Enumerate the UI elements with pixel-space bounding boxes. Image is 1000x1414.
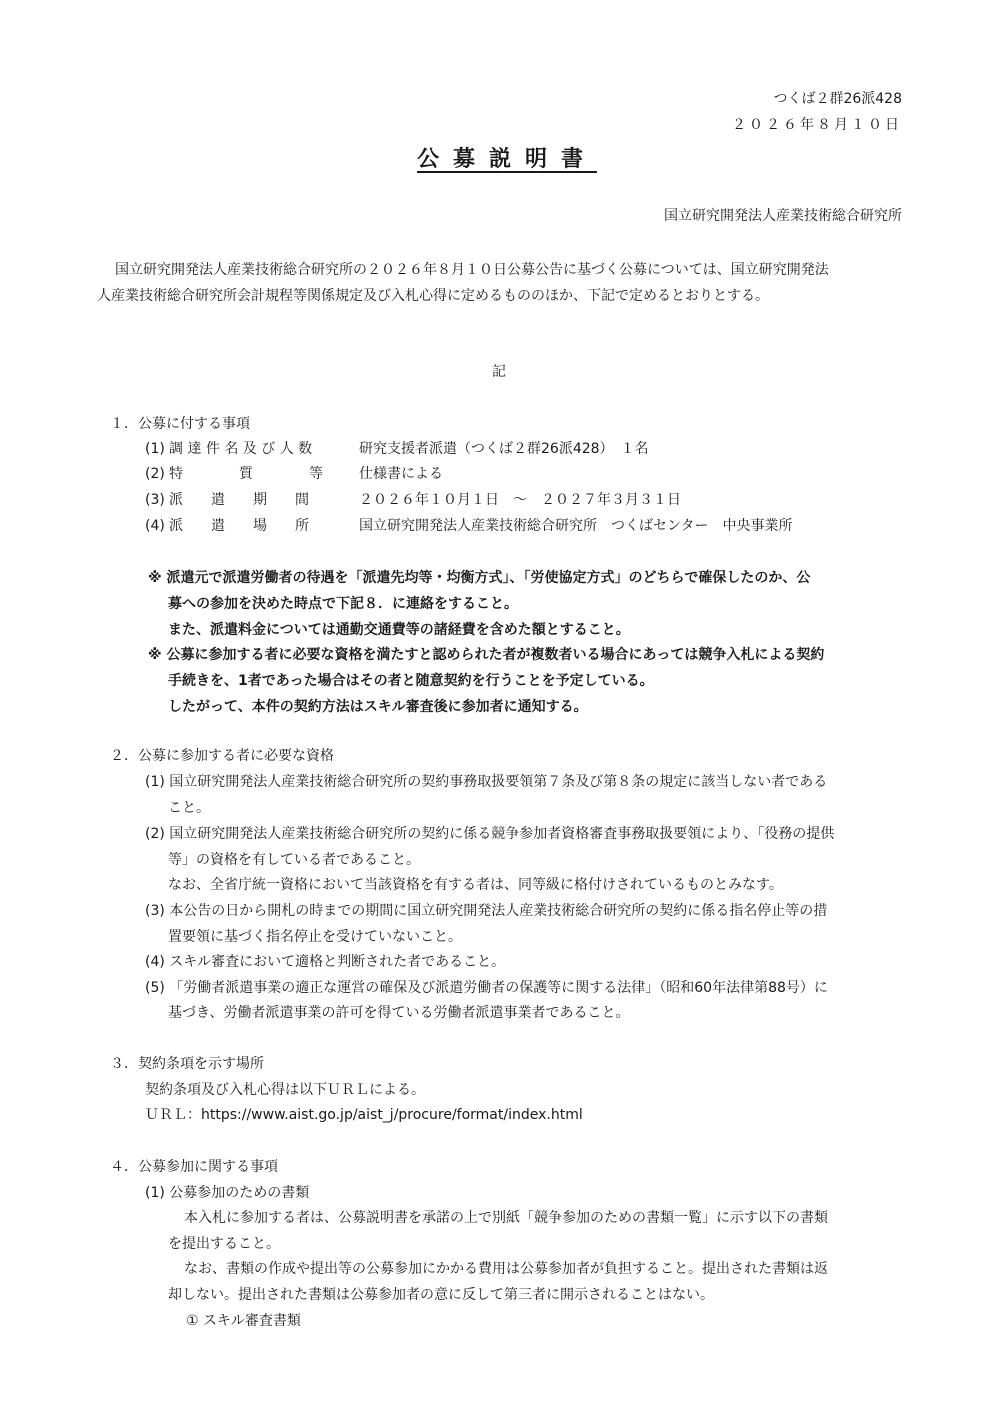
organization-name: 国立研究開発法人産業技術総合研究所: [664, 208, 902, 224]
s1-note-6: したがって、本件の契約方法はスキル審査後に参加者に通知する。: [168, 699, 588, 715]
item-value: 研究支援者派遣（つくば２群26派428） １名: [359, 441, 649, 457]
item-number: (4): [145, 518, 165, 534]
procure-url-link[interactable]: https://www.aist.go.jp/aist_j/procure/format/index.html: [201, 1107, 583, 1123]
s2-line-1: (1) 国立研究開発法人産業技術総合研究所の契約事務取扱要領第７条及び第８条の規定に該当しない者である: [145, 774, 828, 790]
s4-line-1: 本入札に参加する者は、公募説明書を承諾の上で別紙「競争参加のための書類一覧」に示す以下の書類: [184, 1210, 828, 1226]
s4-subheading: (1) 公募参加のための書類: [145, 1185, 310, 1201]
item-value: 国立研究開発法人産業技術総合研究所 つくばセンター 中央事業所: [359, 518, 793, 534]
s1-note-5: 手続きを、1者であった場合はその者と随意契約を行うことを予定している。: [168, 673, 654, 689]
s1-note-2: 募への参加を決めた時点で下記８．に連絡をすること。: [168, 596, 518, 612]
s4-line-3: なお、書類の作成や提出等の公募参加にかかる費用は公募参加者が負担すること。提出された書類は返: [184, 1261, 828, 1277]
section-1-heading: １．公募に付する事項: [110, 416, 250, 432]
s2-line-8: (4) スキル審査において適格と判断された者であること。: [145, 954, 506, 970]
item-value: 仕様書による: [359, 466, 443, 482]
s1-note-3: また、派遣料金については通勤交通費等の諸経費を含めた額とすること。: [168, 622, 630, 638]
item-number: (1): [145, 441, 165, 457]
s1-note-4: ※ 公募に参加する者に必要な資格を満たすと認められた者が複数者いる場合にあっては競争入札による契約: [148, 647, 825, 663]
item-label: 特 質 等: [169, 466, 323, 482]
s4-line-2: を提出すること。: [168, 1236, 280, 1252]
item-number: (3): [145, 492, 165, 508]
item-label: 派 遣 場 所: [169, 518, 309, 534]
s2-line-9: (5) 「労働者派遣事業の適正な運営の確保及び派遣労働者の保護等に関する法律」（昭和60年法律第88号）に: [145, 980, 828, 996]
intro-line-2: 人産業技術総合研究所会計規程等関係規定及び入札心得に定めるもののほか、下記で定めるとおりとする。: [97, 288, 769, 304]
item-label: 派 遣 期 間: [169, 492, 309, 508]
s2-line-2: こと。: [168, 800, 210, 816]
s2-line-5: なお、全省庁統一資格において当該資格を有する者は、同等級に格付けされているものとみなす。: [168, 877, 783, 893]
document-number: つくば２群26派428: [773, 91, 902, 107]
s1-item-4: [145, 516, 792, 536]
ki-heading: 記: [492, 364, 506, 380]
s2-line-3: (2) 国立研究開発法人産業技術総合研究所の契約に係る競争参加者資格審査事務取扱要領により、「役務の提供: [145, 826, 835, 842]
s3-line-1: 契約条項及び入札心得は以下ＵＲＬによる。: [145, 1082, 425, 1098]
s2-line-6: (3) 本公告の日から開札の時までの期間に国立研究開発法人産業技術総合研究所の契約に係る指名停止等の措: [145, 903, 828, 919]
s2-line-7: 置要領に基づく指名停止を受けていないこと。: [168, 929, 462, 945]
s2-line-4: 等」の資格を有している者であること。: [168, 852, 420, 868]
s4-line-4: 却しない。提出された書類は公募参加者の意に反して第三者に開示されることはない。: [168, 1287, 714, 1303]
s1-item-1: [145, 439, 649, 459]
title-text: 公募説明書: [416, 147, 597, 172]
document-title: [0, 144, 1000, 176]
item-number: (2): [145, 466, 165, 482]
intro-line-1: 国立研究開発法人産業技術総合研究所の２０２６年８月１０日公募公告に基づく公募については、国立研究開発法: [115, 262, 829, 278]
s1-item-2: [145, 464, 443, 484]
item-label: 調 達 件 名 及 び 人 数: [169, 441, 313, 457]
item-value: ２０２６年１０月１日 ～ ２０２７年３月３１日: [359, 492, 681, 508]
s3-url-line: [145, 1105, 583, 1125]
section-4-heading: ４．公募参加に関する事項: [110, 1159, 278, 1175]
section-3-heading: ３．契約条項を示す場所: [110, 1056, 264, 1072]
s4-line-5: ① スキル審査書類: [186, 1313, 301, 1329]
s1-note-1: ※ 派遣元で派遣労働者の待遇を「派遣先均等・均衡方式」、「労使協定方式」のどちらで確保したのか、公: [148, 570, 811, 586]
s1-item-3: [145, 490, 681, 510]
s2-line-10: 基づき、労働者派遣事業の許可を得ている労働者派遣事業者であること。: [168, 1005, 630, 1021]
url-label: ＵＲＬ：: [145, 1107, 201, 1123]
section-2-heading: ２．公募に参加する者に必要な資格: [110, 748, 334, 764]
document-date: ２０２６年８月１０日: [732, 117, 902, 133]
